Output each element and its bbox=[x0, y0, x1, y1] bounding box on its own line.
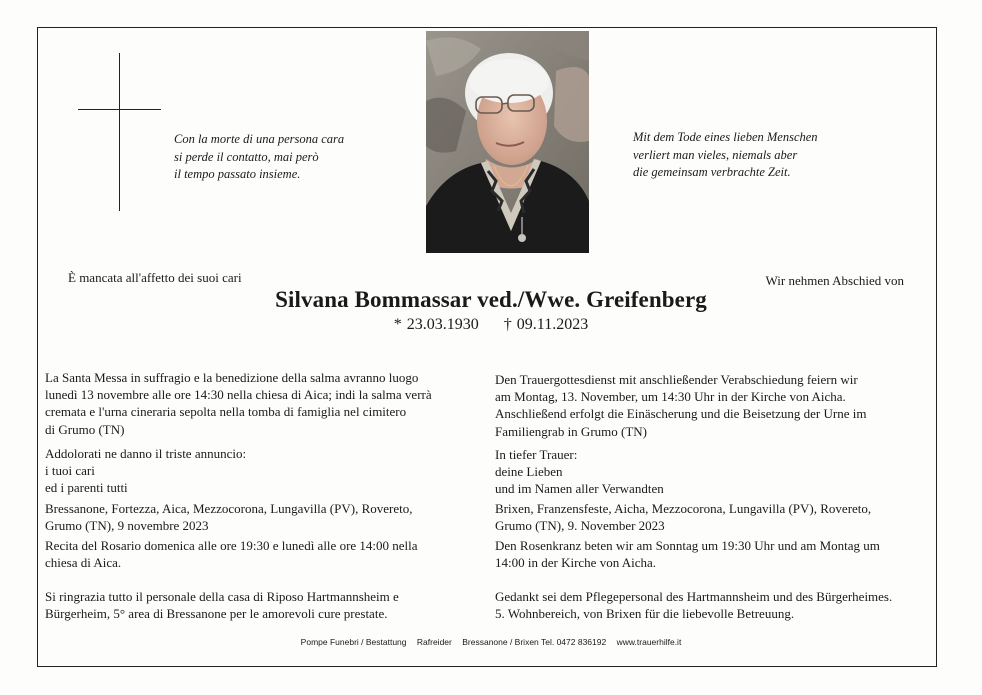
rosary-german: Den Rosenkranz beten wir am Sonntag um 19:30 Uhr und am Montag um 14:00 in der Kirche von Aicha. bbox=[495, 538, 880, 571]
deceased-name: Silvana Bommassar ved./Wwe. Greifenberg bbox=[275, 287, 707, 312]
life-dates bbox=[0, 316, 982, 334]
birth-date: * 23.03.1930 bbox=[393, 316, 479, 333]
mourners-italian: Addolorati ne danno il triste annuncio: i tuoi cari ed i parenti tutti bbox=[45, 446, 247, 496]
footer-funeral-home: Pompe Funebri / Bestattung Rafreider Bressanone / Brixen Tel. 0472 836192 www.trauerhilfe.it bbox=[300, 637, 682, 647]
places-date-italian: Bressanone, Fortezza, Aica, Mezzocorona, Lungavilla (PV), Rovereto, Grumo (TN), 9 novembre 2023 bbox=[45, 501, 413, 534]
cross-icon bbox=[119, 53, 120, 211]
intro-german: Wir nehmen Abschied von bbox=[765, 273, 904, 288]
footer-website-link[interactable]: www.trauerhilfe.it bbox=[616, 637, 682, 647]
death-date: † 09.11.2023 bbox=[503, 316, 589, 333]
rosary-italian: Recita del Rosario domenica alle ore 19:30 e lunedì alle ore 14:00 nella chiesa di Aica. bbox=[45, 538, 418, 571]
portrait-photo bbox=[426, 31, 589, 253]
thanks-italian: Si ringrazia tutto il personale della casa di Riposo Hartmannsheim e Bürgerheim, 5° area di Bressanone per le amorevoli cure prestate. bbox=[45, 589, 399, 622]
quote-german: Mit dem Tode eines lieben Menschen verliert man vieles, niemals aber die gemeinsam verbrachte Zeit. bbox=[633, 130, 818, 179]
places-date-german: Brixen, Franzensfeste, Aicha, Mezzocorona, Lungavilla (PV), Rovereto, Grumo (TN), 9. November 2023 bbox=[495, 501, 872, 534]
cross-icon-bar bbox=[78, 109, 161, 110]
mass-text-german: Den Trauergottesdienst mit anschließender Verabschiedung feiern wir am Montag, 13. November, um 14:30 Uhr in der Kirche von Aicha. Anschließend erfolgt die Einäscherung und die Beisetzung der Urne im Familiengrab in Grumo (TN) bbox=[495, 372, 867, 439]
intro-italian: È mancata all'affetto dei suoi cari bbox=[68, 270, 242, 285]
thanks-german: Gedankt sei dem Pflegepersonal des Hartmannsheim und des Bürgerheimes. 5. Wohnbereich, von Brixen für die liebevolle Betreuung. bbox=[495, 589, 893, 622]
mass-text-italian: La Santa Messa in suffragio e la benedizione della salma avranno luogo lunedì 13 novembre alle ore 14:30 nella chiesa di Aica; indi la salma verrà cremata e l'urna cineraria sepolta nella tomba di famiglia nel cimitero di Grumo (TN) bbox=[45, 370, 432, 437]
mourners-german: In tiefer Trauer: deine Lieben und im Namen aller Verwandten bbox=[495, 447, 664, 497]
quote-italian: Con la morte di una persona cara si perde il contatto, mai però il tempo passato insieme. bbox=[174, 132, 345, 181]
